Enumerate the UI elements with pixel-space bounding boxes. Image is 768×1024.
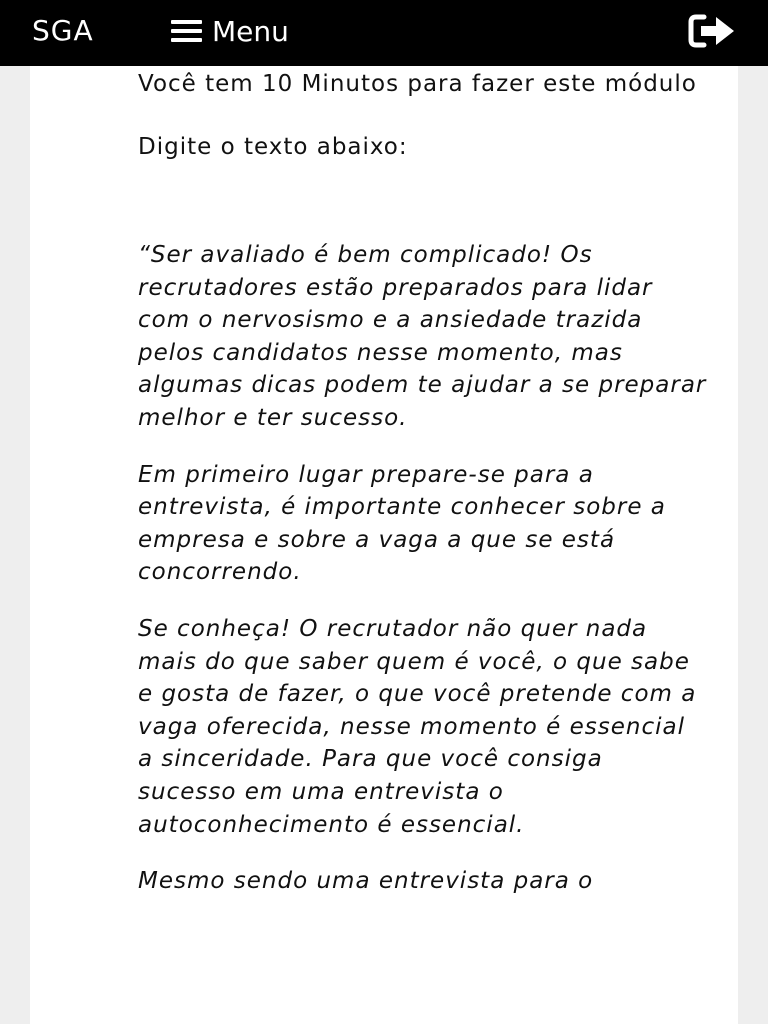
top-navigation-bar: [0, 0, 768, 66]
module-content: [138, 36, 708, 922]
menu-label: Menu: [212, 14, 289, 48]
typing-instruction: Digite o texto abaixo:: [138, 134, 408, 160]
text-paragraph: Se conheça! O recrutador não quer nada mais do que saber quem é você, o que sabe e gosta de fazer, o que você pretende com a vaga oferecida, nesse momento é essencial a sinceridade. Para que você consiga sucesso em uma entrevista o autoconhecimento é essencial.: [138, 615, 697, 838]
hamburger-icon: [171, 20, 202, 42]
text-paragraph: Mesmo sendo uma entrevista para o: [138, 868, 594, 895]
time-limit-notice: Você tem 10 Minutos para fazer este módulo: [138, 71, 697, 97]
sign-out-icon[interactable]: [688, 14, 736, 48]
menu-button[interactable]: [171, 14, 289, 48]
content-card: [30, 0, 738, 1024]
brand-logo[interactable]: SGA: [32, 14, 94, 47]
text-paragraph: “Ser avaliado é bem complicado! Os recrutadores estão preparados para lidar com o nervosismo e a ansiedade trazida pelos candidatos nesse momento, mas algumas dicas podem te ajudar a se preparar melhor e ter sucesso.: [138, 242, 707, 431]
text-paragraph: Em primeiro lugar prepare-se para a entrevista, é importante conhecer sobre a empresa e sobre a vaga a que se está concorrendo.: [138, 461, 666, 586]
